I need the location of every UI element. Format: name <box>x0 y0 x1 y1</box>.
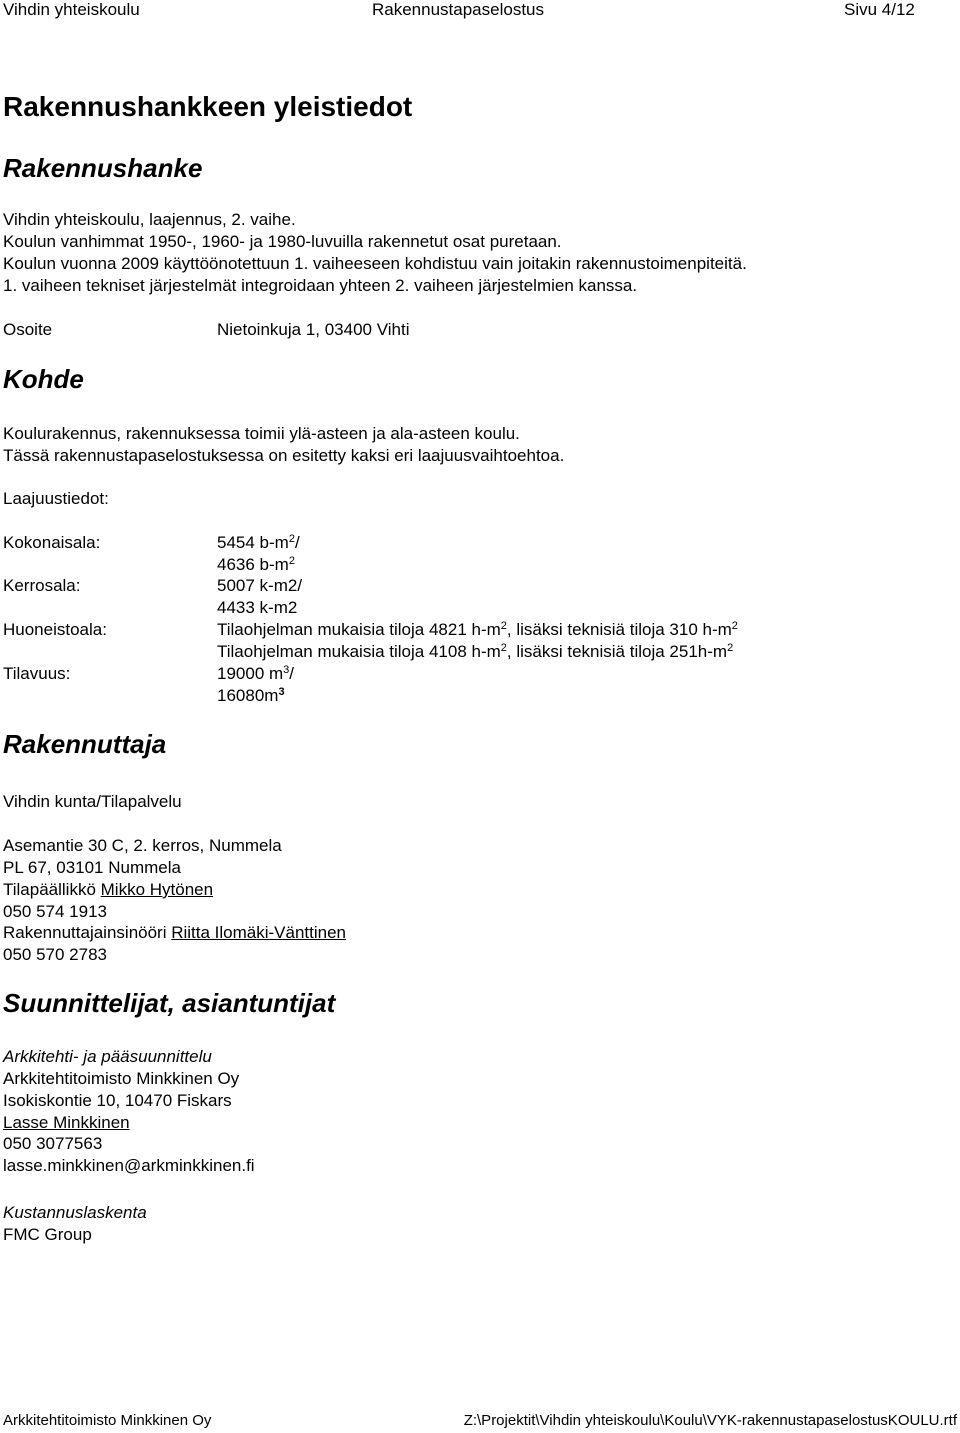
contact-phone-2: 050 570 2783 <box>3 945 107 964</box>
text-line: 1. vaiheen tekniset järjestelmät integroidaan yhteen 2. vaiheen järjestelmien kanssa. <box>3 276 638 295</box>
tilavuus-value-2: $16080m^3$ <box>217 686 285 705</box>
contact-name-link[interactable]: Riitta Ilomäki-Vänttinen <box>171 923 347 942</box>
section-heading-kohde: Kohde <box>3 364 84 394</box>
kustannus-role: Kustannuslaskenta <box>3 1203 147 1222</box>
contact-line-2 <box>3 923 346 943</box>
rakennuttaja-address-2: PL 67, 03101 Nummela <box>3 858 181 877</box>
contact-name-link[interactable]: Mikko Hytönen <box>100 880 214 899</box>
kerrosala-value-2: 4433 k-m2 <box>217 598 298 617</box>
contact-line-1 <box>3 880 213 900</box>
contact-title: Tilapäällikkö <box>3 880 101 899</box>
arkkitehti-person-link[interactable]: Lasse Minkkinen <box>3 1113 130 1132</box>
tilavuus-label: Tilavuus: <box>3 664 71 683</box>
arkkitehti-company: Arkkitehtitoimisto Minkkinen Oy <box>3 1069 240 1088</box>
header-left: Vihdin yhteiskoulu <box>3 0 140 19</box>
kerrosala-value-1: 5007 k-m2/ <box>217 576 303 595</box>
arkkitehti-role: Arkkitehti- ja pääsuunnittelu <box>3 1047 212 1066</box>
address-label: Osoite <box>3 320 53 339</box>
laajuus-label: Laajuustiedot: <box>3 489 109 508</box>
section-heading-rakennushanke: Rakennushanke <box>3 153 203 183</box>
arkkitehti-phone: 050 3077563 <box>3 1134 103 1153</box>
contact-title: Rakennuttajainsinööri <box>3 923 172 942</box>
arkkitehti-address: Isokiskontie 10, 10470 Fiskars <box>3 1091 232 1110</box>
rakennuttaja-org: Vihdin kunta/Tilapalvelu <box>3 792 182 811</box>
arkkitehti-email: lasse.minkkinen@arkminkkinen.fi <box>3 1156 255 1175</box>
huoneistoala-label: Huoneistoala: <box>3 620 107 639</box>
header-page-number: Sivu 4/12 <box>844 0 915 19</box>
kokonaisala-label: Kokonaisala: <box>3 533 101 552</box>
text-line: Koulurakennus, rakennuksessa toimii ylä-asteen ja ala-asteen koulu. <box>3 424 520 443</box>
text-line: Koulun vuonna 2009 käyttöönotettuun 1. vaiheeseen kohdistuu vain joitakin rakennustoimenpiteitä. <box>3 254 747 273</box>
section-heading-rakennuttaja: Rakennuttaja <box>3 729 167 759</box>
text-line: Vihdin yhteiskoulu, laajennus, 2. vaihe. <box>3 210 296 229</box>
page-title: Rakennushankkeen yleistiedot <box>3 91 413 122</box>
kustannus-company: FMC Group <box>3 1225 92 1244</box>
huoneistoala-value-1: Tilaohjelman mukaisia tiloja 4821 $h-m^2$, lisäksi teknisiä tiloja 310 $h-m^2$ <box>217 620 738 639</box>
section-heading-suunnittelijat: Suunnittelijat, asiantuntijat <box>3 988 336 1018</box>
text-line: Koulun vanhimmat 1950-, 1960- ja 1980-luvuilla rakennetut osat puretaan. <box>3 232 562 251</box>
header-center: Rakennustapaselostus <box>372 0 545 19</box>
text-line: Tässä rakennustapaselostuksessa on esitetty kaksi eri laajuusvaihtoehtoa. <box>3 446 565 465</box>
kokonaisala-value-2: 4636 $b-m^2$ <box>217 555 295 574</box>
contact-phone-1: 050 574 1913 <box>3 902 107 921</box>
tilavuus-value-1: 19000 $m^3/$ <box>217 664 295 683</box>
rakennuttaja-address-1: Asemantie 30 C, 2. kerros, Nummela <box>3 836 282 855</box>
kerrosala-label: Kerrosala: <box>3 576 81 595</box>
kokonaisala-value-1: 5454 $b-m^2/$ <box>217 533 300 552</box>
footer-file-path: Z:\Projektit\Vihdin yhteiskoulu\Koulu\VYK-rakennustapaselostusKOULU.rtf <box>463 1412 957 1429</box>
address-value: Nietoinkuja 1, 03400 Vihti <box>217 320 410 339</box>
footer-left: Arkkitehtitoimisto Minkkinen Oy <box>3 1412 212 1429</box>
huoneistoala-value-2: Tilaohjelman mukaisia tiloja 4108 $h-m^2$, lisäksi teknisiä tiloja $251h-m^2$ <box>217 642 734 661</box>
